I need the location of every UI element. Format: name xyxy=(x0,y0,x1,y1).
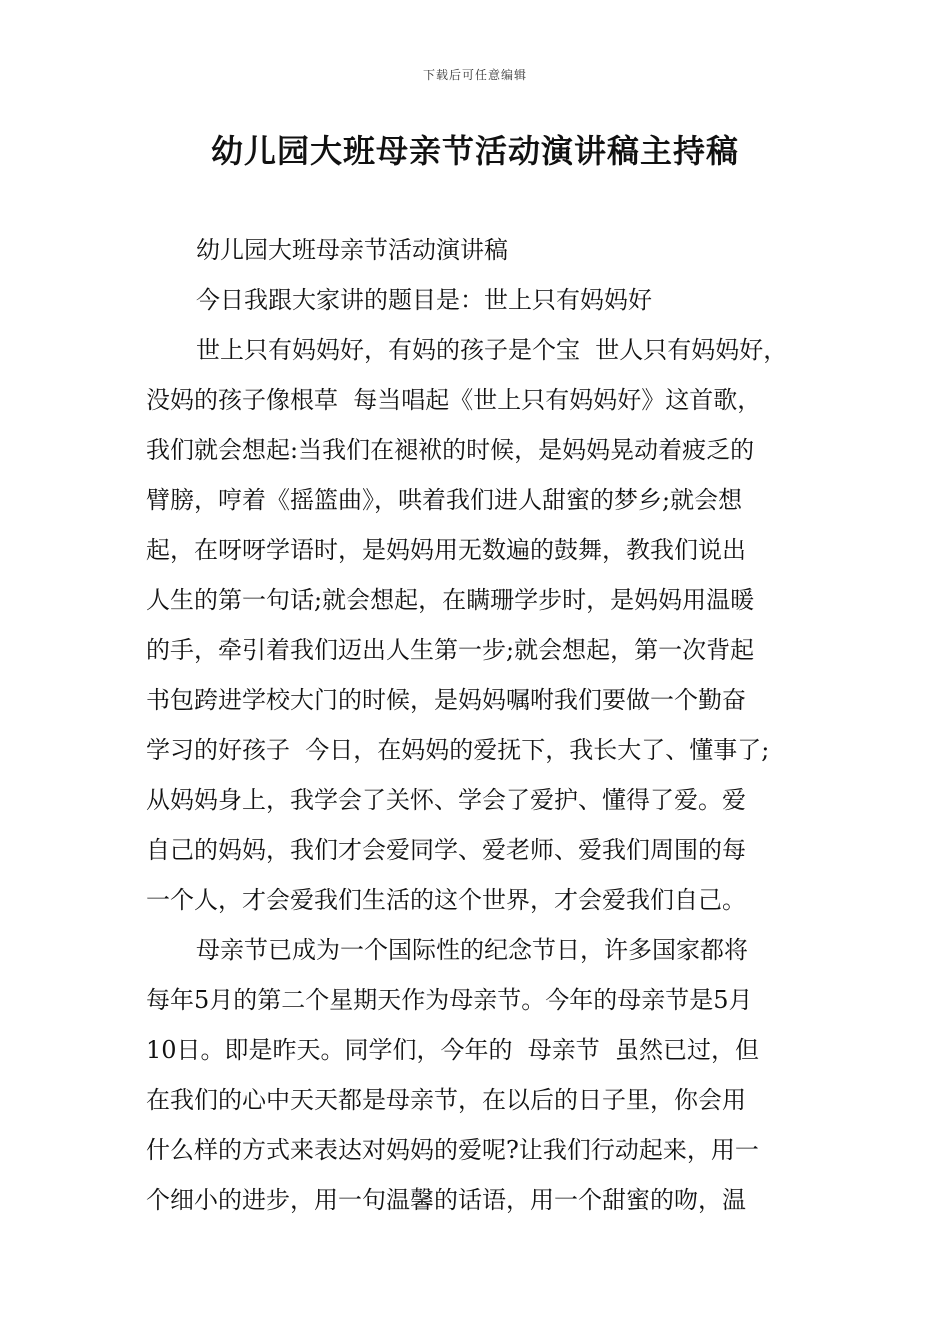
text-line: 学习的好孩子 今日，在妈妈的爱抚下，我长大了、懂事了; xyxy=(146,736,770,764)
text-line: 母亲节已成为一个国际性的纪念节日，许多国家都将 xyxy=(196,936,748,964)
text-line: 起，在呀呀学语时，是妈妈用无数遍的鼓舞，教我们说出 xyxy=(146,536,746,564)
text-line: 书包跨进学校大门的时候，是妈妈嘱咐我们要做一个勤奋 xyxy=(146,686,746,714)
text-line: 一个人，才会爱我们生活的这个世界，才会爱我们自己。 xyxy=(146,886,746,914)
text-line: 10日。即是昨天。同学们，今年的 母亲节 虽然已过，但 xyxy=(146,1036,760,1064)
text-line: 我们就会想起:当我们在褪袱的时候，是妈妈晃动着疲乏的 xyxy=(146,436,755,464)
text-line: 今日我跟大家讲的题目是：世上只有妈妈好 xyxy=(196,286,652,314)
text-line: 什么样的方式来表达对妈妈的爱呢?让我们行动起来，用一 xyxy=(146,1136,759,1164)
text-line: 的手，牵引着我们迈出人生第一步;就会想起，第一次背起 xyxy=(146,636,755,664)
header-note: 下载后可任意编辑 xyxy=(422,68,527,82)
text-line: 臂膀，哼着《摇篮曲》，哄着我们进人甜蜜的梦乡;就会想 xyxy=(146,486,743,514)
text-line: 人生的第一句话;就会想起，在瞒珊学步时，是妈妈用温暖 xyxy=(146,586,755,614)
text-line: 幼儿园大班母亲节活动演讲稿 xyxy=(196,236,508,264)
document-title: 幼儿园大班母亲节活动演讲稿主持稿 xyxy=(210,132,739,170)
text-line: 每年5月的第二个星期天作为母亲节。今年的母亲节是5月 xyxy=(146,986,753,1014)
document-body xyxy=(146,225,812,1225)
text-line: 世上只有妈妈好，有妈的孩子是个宝 世人只有妈妈好， xyxy=(196,336,788,364)
text-line: 没妈的孩子像根草 每当唱起《世上只有妈妈好》这首歌， xyxy=(146,386,762,414)
text-line: 在我们的心中天天都是母亲节，在以后的日子里，你会用 xyxy=(146,1086,746,1114)
text-line: 自己的妈妈，我们才会爱同学、爱老师、爱我们周围的每 xyxy=(146,836,746,864)
text-line: 个细小的进步，用一句温馨的话语，用一个甜蜜的吻，温 xyxy=(146,1186,746,1214)
text-line: 从妈妈身上，我学会了关怀、学会了爱护、懂得了爱。爱 xyxy=(146,786,746,814)
